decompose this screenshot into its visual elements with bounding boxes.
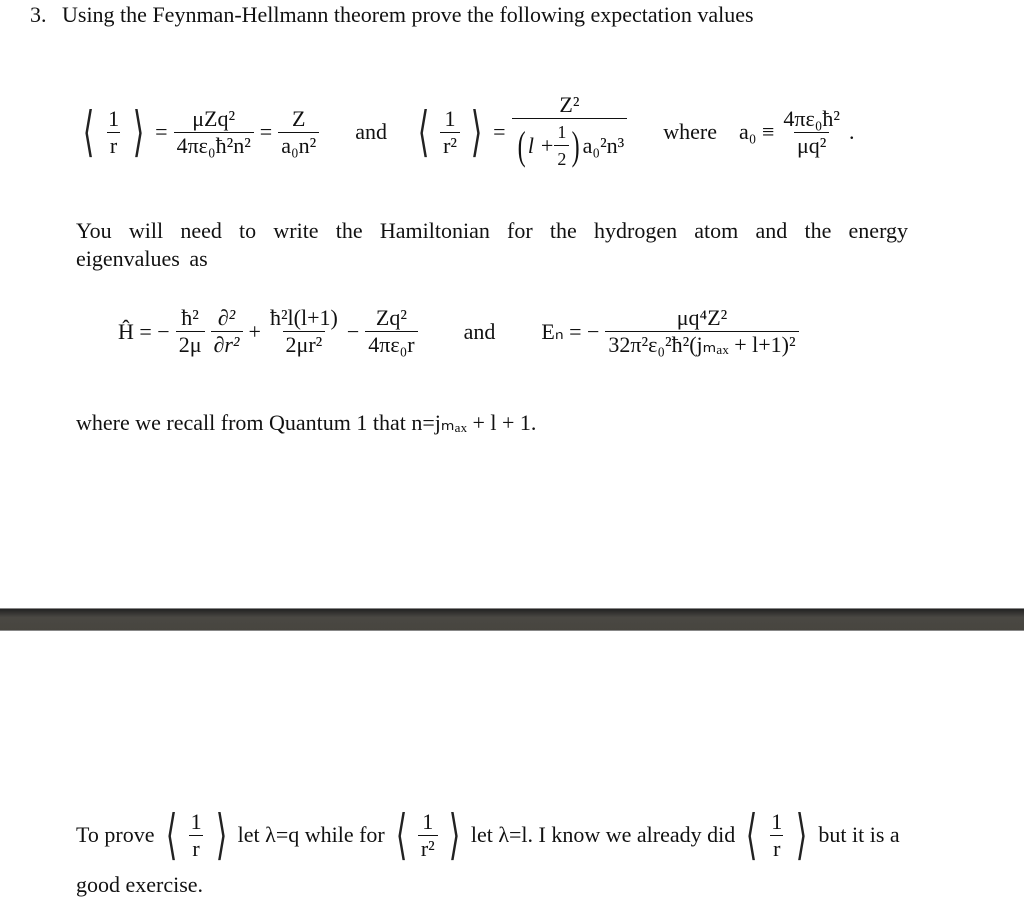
- problem-title: Using the Feynman-Hellmann theorem prove the following expectation values: [62, 2, 754, 27]
- divider-bar: [0, 608, 1024, 631]
- problem-number: 3.: [30, 2, 47, 27]
- equation-hamiltonian: Ĥ = − $\frac{\text{ħ²}}{2\mu}$ $\frac{\text{∂²}}{\text{∂r²}}$ + $\frac{\text{ħ²l(l+1)}}{\text{2μr²}}$ − $\frac{\text{Zq²}}{\text{4πε₀r}}$ and Eₙ = − $\frac{\text{μq⁴Z²}}{\text{32π²ε₀²ħ²(jₘₐₓ + l+1)²}}$: [118, 305, 799, 358]
- bottom-note-end: good exercise.: [76, 872, 204, 897]
- equation-expectation-values: ⟨ $\frac{1}{r}$ ⟩ = $\frac{\text{μZq²}}{\text{4πε₀ħ²n²}}$ = $\frac{Z}{\text{a₀n²}}$ and ⟨ $\frac{1}{\text{r²}}$ ⟩ = Z² ( l + $\frac{1}{2}$ ) a₀²n³ where a₀ ≡ $\frac{\text{4πε₀ħ²}}{\text{μq²}}$ .: [78, 92, 855, 172]
- paragraph-hamiltonian: You will need to write the Hamiltonian for the hydrogen atom and the energy eigenvalues as: [76, 218, 908, 271]
- bottom-note: To prove ⟨ $\frac{1}{r}$ ⟩ let λ=q while for ⟨ $\frac{1}{\text{r²}}$ ⟩ let λ=l. I know we already did ⟨ $\frac{1}{r}$ ⟩ but it is a: [76, 805, 900, 865]
- recall-text: where we recall from Quantum 1 that n=jₘₐₓ + l + 1.: [76, 410, 537, 435]
